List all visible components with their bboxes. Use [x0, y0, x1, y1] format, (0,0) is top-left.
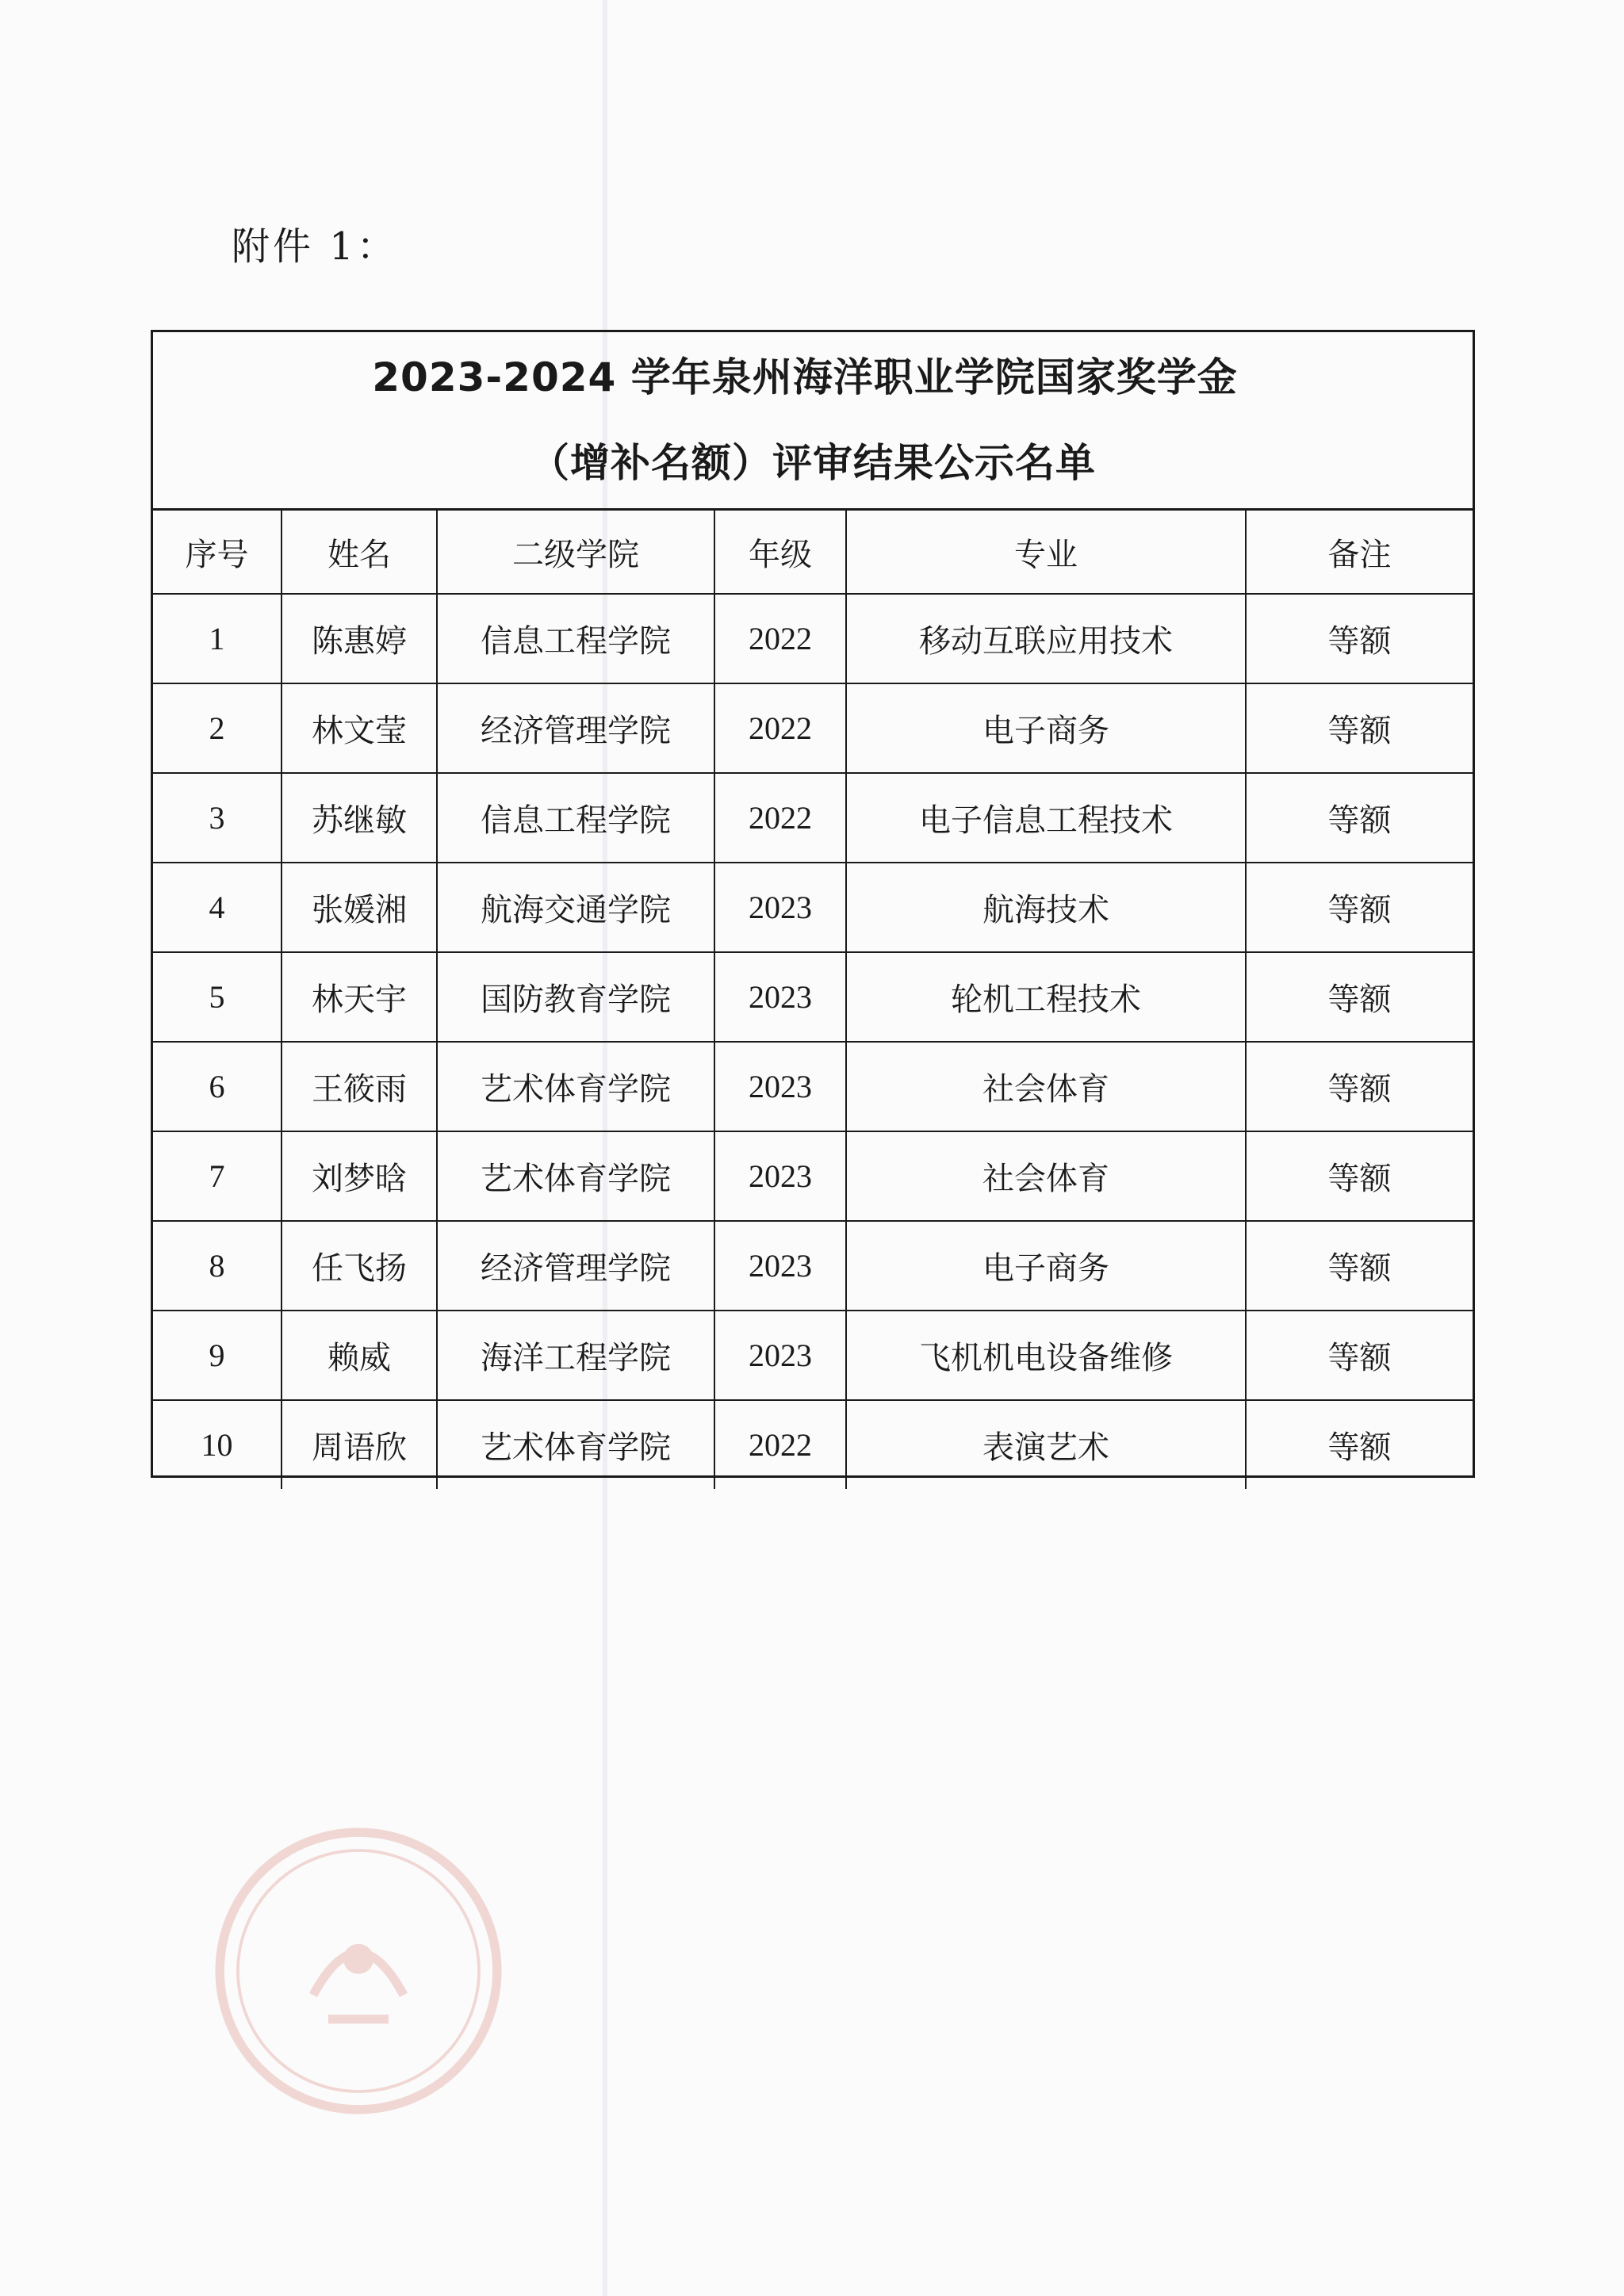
cell-no: 5: [153, 952, 282, 1042]
cell-no: 9: [153, 1311, 282, 1400]
cell-no: 3: [153, 773, 282, 863]
cell-remark: 等额: [1246, 683, 1473, 773]
cell-no: 7: [153, 1131, 282, 1221]
cell-no: 10: [153, 1400, 282, 1489]
official-seal-icon: [208, 1820, 509, 2122]
cell-college: 经济管理学院: [437, 683, 714, 773]
cell-college: 艺术体育学院: [437, 1400, 714, 1489]
table-header-row: [153, 511, 1473, 594]
table-title-block: [153, 332, 1473, 511]
cell-remark: 等额: [1246, 1311, 1473, 1400]
cell-grade: 2022: [714, 1400, 846, 1489]
annex-label: 附件 1：: [232, 224, 398, 269]
header-major: 专业: [846, 511, 1246, 594]
cell-name: 陈惠婷: [282, 594, 437, 683]
cell-grade: 2023: [714, 1311, 846, 1400]
cell-college: 信息工程学院: [437, 773, 714, 863]
results-table: [153, 511, 1473, 1489]
cell-no: 4: [153, 863, 282, 952]
cell-major: 社会体育: [846, 1131, 1246, 1221]
cell-remark: 等额: [1246, 1042, 1473, 1131]
header-grade: 年级: [714, 511, 846, 594]
results-table-frame: [151, 330, 1475, 1478]
cell-major: 电子信息工程技术: [846, 773, 1246, 863]
cell-grade: 2023: [714, 1131, 846, 1221]
cell-remark: 等额: [1246, 594, 1473, 683]
cell-name: 刘梦晗: [282, 1131, 437, 1221]
cell-name: 林文莹: [282, 683, 437, 773]
cell-major: 轮机工程技术: [846, 952, 1246, 1042]
header-remark: 备注: [1246, 511, 1473, 594]
header-college: 二级学院: [437, 511, 714, 594]
cell-remark: 等额: [1246, 773, 1473, 863]
header-no: 序号: [153, 511, 282, 594]
cell-grade: 2023: [714, 1042, 846, 1131]
cell-name: 苏继敏: [282, 773, 437, 863]
table-row: [153, 952, 1473, 1042]
cell-college: 海洋工程学院: [437, 1311, 714, 1400]
cell-remark: 等额: [1246, 952, 1473, 1042]
cell-no: 1: [153, 594, 282, 683]
cell-major: 表演艺术: [846, 1400, 1246, 1489]
cell-major: 电子商务: [846, 1221, 1246, 1311]
table-title-line-2: （增补名额）评审结果公示名单: [530, 440, 1096, 486]
cell-remark: 等额: [1246, 1221, 1473, 1311]
cell-major: 社会体育: [846, 1042, 1246, 1131]
cell-college: 航海交通学院: [437, 863, 714, 952]
cell-name: 张媛湘: [282, 863, 437, 952]
cell-grade: 2022: [714, 773, 846, 863]
table-row: [153, 1042, 1473, 1131]
cell-name: 林天宇: [282, 952, 437, 1042]
table-row: [153, 683, 1473, 773]
cell-major: 航海技术: [846, 863, 1246, 952]
cell-grade: 2023: [714, 1221, 846, 1311]
cell-college: 国防教育学院: [437, 952, 714, 1042]
table-row: [153, 1131, 1473, 1221]
cell-major: 飞机机电设备维修: [846, 1311, 1246, 1400]
cell-major: 电子商务: [846, 683, 1246, 773]
cell-remark: 等额: [1246, 863, 1473, 952]
cell-remark: 等额: [1246, 1131, 1473, 1221]
cell-name: 赖威: [282, 1311, 437, 1400]
table-row: [153, 594, 1473, 683]
cell-name: 王筱雨: [282, 1042, 437, 1131]
cell-name: 任飞扬: [282, 1221, 437, 1311]
cell-no: 6: [153, 1042, 282, 1131]
cell-college: 艺术体育学院: [437, 1042, 714, 1131]
cell-no: 2: [153, 683, 282, 773]
cell-major: 移动互联应用技术: [846, 594, 1246, 683]
header-name: 姓名: [282, 511, 437, 594]
cell-grade: 2022: [714, 683, 846, 773]
cell-grade: 2023: [714, 863, 846, 952]
cell-name: 周语欣: [282, 1400, 437, 1489]
cell-college: 艺术体育学院: [437, 1131, 714, 1221]
cell-no: 8: [153, 1221, 282, 1311]
table-row: [153, 863, 1473, 952]
table-row: [153, 773, 1473, 863]
cell-remark: 等额: [1246, 1400, 1473, 1489]
table-row: [153, 1400, 1473, 1489]
cell-college: 信息工程学院: [437, 594, 714, 683]
table-row: [153, 1311, 1473, 1400]
table-row: [153, 1221, 1473, 1311]
cell-college: 经济管理学院: [437, 1221, 714, 1311]
table-title-line-1: 2023-2024 学年泉州海洋职业学院国家奖学金: [372, 354, 1238, 400]
cell-grade: 2023: [714, 952, 846, 1042]
cell-grade: 2022: [714, 594, 846, 683]
